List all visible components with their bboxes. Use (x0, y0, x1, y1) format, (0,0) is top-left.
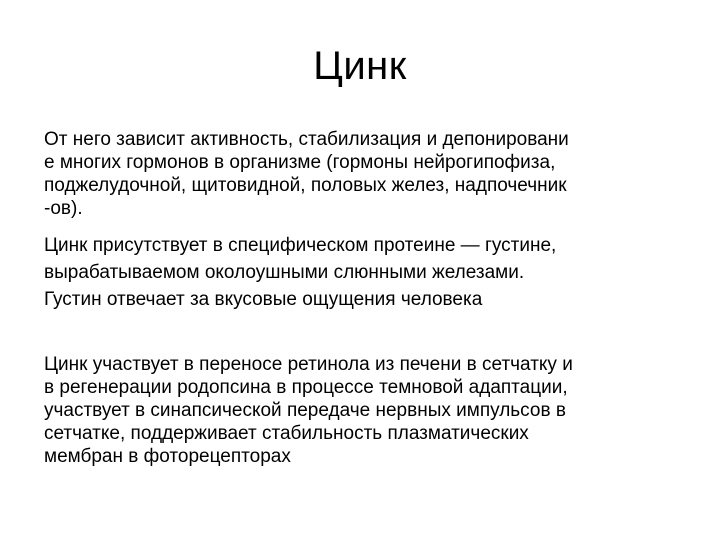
text-line: поджелудочной, щитовидной, половых желез, надпочечник (44, 175, 567, 196)
text-line: участвует в синапсической передаче нервных импульсов в (44, 400, 566, 421)
text-line: в регенерации родопсина в процессе темновой адаптации, (44, 377, 568, 398)
text-line: сетчатке, поддерживает стабильность плазматических (44, 423, 529, 444)
text-line: -ов). (44, 198, 83, 219)
text-line: От него зависит активность, стабилизация и депонировани (44, 129, 569, 150)
text-line: е многих гормонов в организме (гормоны нейрогипофиза, (44, 152, 556, 173)
text-line: Густин отвечает за вкусовые ощущения человека (44, 289, 483, 310)
paragraph-hormones (44, 128, 694, 220)
text-line: мембран в фоторецепторах (44, 446, 291, 467)
text-line: Цинк участвует в переносе ретинола из печени в сетчатку и (44, 354, 573, 375)
slide-title: Цинк (313, 44, 407, 88)
paragraph-retinol (44, 353, 694, 468)
text-line: Цинк присутствует в специфическом протеине — густине, (44, 235, 557, 256)
paragraph-gustin (44, 232, 694, 313)
text-line: вырабатываемом околоушными слюнными железами. (44, 262, 525, 283)
